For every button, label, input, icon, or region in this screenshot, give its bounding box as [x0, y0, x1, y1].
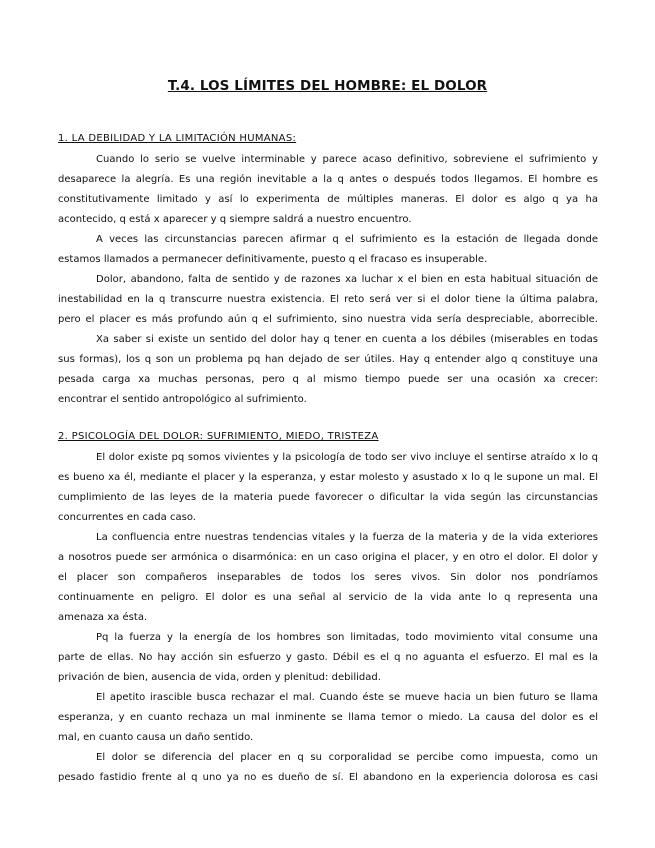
paragraph-line: privación de bien, ausencia de vida, orden y plenitud: debilidad.: [58, 672, 382, 683]
paragraph-line: esperanza, y en cuanto rechaza un mal inminente se llama temor o miedo. La causa del dolor es el: [58, 712, 598, 723]
paragraph-line: es bueno xa él, mediante el placer y la esperanza, y estar molesto y asustado x lo q le supone un mal. El: [58, 472, 598, 483]
page-title: T.4. LOS LÍMITES DEL HOMBRE: EL DOLOR: [167, 78, 488, 94]
paragraph-line: El dolor existe pq somos vivientes y la psicología de todo ser vivo incluye el sentirse atraído x lo q: [96, 452, 598, 463]
paragraph-line: mal, en cuanto causa un daño sentido.: [58, 732, 254, 743]
paragraph-line: pero el placer es más profundo aún q el sufrimiento, sino nuestra vida sería despreciable, aborrecible.: [58, 314, 598, 325]
paragraph-line: El apetito irascible busca rechazar el mal. Cuando éste se mueve hacia un bien futuro se llama: [96, 692, 598, 703]
paragraph-line: constitutivamente limitado y así lo experimenta de múltiples maneras. El dolor es algo q ya ha: [58, 194, 598, 205]
paragraph-line: pesada carga xa muchas personas, pero q al mismo tiempo puede ser una ocasión xa crecer:: [58, 374, 598, 385]
section-heading-1: 1. LA DEBILIDAD Y LA LIMITACIÓN HUMANAS:: [58, 133, 297, 144]
paragraph-line: A veces las circunstancias parecen afirmar q el sufrimiento es la estación de llegada donde: [96, 234, 598, 245]
paragraph-line: El dolor se diferencia del placer en q su corporalidad se percibe como impuesta, como un: [96, 752, 598, 763]
paragraph-line: estamos llamados a permanecer definitivamente, puesto q el fracaso es insuperable.: [58, 254, 488, 265]
paragraph-line: acontecido, q está x aparecer y q siempre saldrá a nuestro encuentro.: [58, 214, 412, 225]
paragraph-line: el placer son compañeros inseparables de todos los seres vivos. Sin dolor nos pondríamos: [58, 572, 598, 583]
paragraph-line: Xa saber si existe un sentido del dolor hay q tener en cuenta a los débiles (miserables en todas: [96, 334, 598, 345]
paragraph-line: continuamente en peligro. El dolor es una señal al servicio de la vida ante lo q representa una: [58, 592, 598, 603]
paragraph-line: Dolor, abandono, falta de sentido y de razones xa luchar x el bien en esta habitual situación de: [96, 274, 598, 285]
paragraph-line: Pq la fuerza y la energía de los hombres son limitadas, todo movimiento vital consume una: [96, 632, 598, 643]
paragraph-line: inestabilidad en la q transcurre nuestra existencia. El reto será ver si el dolor tiene la última palabra,: [58, 294, 598, 305]
paragraph-line: Cuando lo serio se vuelve interminable y parece acaso definitivo, sobreviene el sufrimiento y: [96, 154, 598, 165]
paragraph-line: sus formas), los q son un problema pq han dejado de ser útiles. Hay q entender algo q constituye una: [58, 354, 598, 365]
paragraph-line: pesado fastidio frente al q uno ya no es dueño de sí. El abandono en la experiencia dolorosa es casi: [58, 772, 598, 783]
paragraph-line: a nosotros puede ser armónica o disarmónica: en un caso origina el placer, y en otro el dolor. El dolor y: [58, 552, 598, 563]
paragraph-line: La confluencia entre nuestras tendencias vitales y la fuerza de la materia y de la vida exteriores: [96, 532, 598, 543]
paragraph-line: concurrentes en cada caso.: [58, 512, 196, 523]
paragraph-line: desaparece la alegría. Es una región inevitable a la q antes o después todos llegamos. El hombre es: [58, 174, 598, 185]
paragraph-line: encontrar el sentido antropológico al sufrimiento.: [58, 394, 307, 405]
paragraph-line: parte de ellas. No hay acción sin esfuerzo y gasto. Débil es el q no aguanta el esfuerzo. El mal es la: [58, 652, 598, 663]
section-heading-2: 2. PSICOLOGÍA DEL DOLOR: SUFRIMIENTO, MIEDO, TRISTEZA: [58, 431, 379, 442]
paragraph-line: cumplimiento de las leyes de la materia puede favorecer o dificultar la vida según las circunstancias: [58, 492, 598, 503]
paragraph-line: amenaza xa ésta.: [58, 612, 148, 623]
